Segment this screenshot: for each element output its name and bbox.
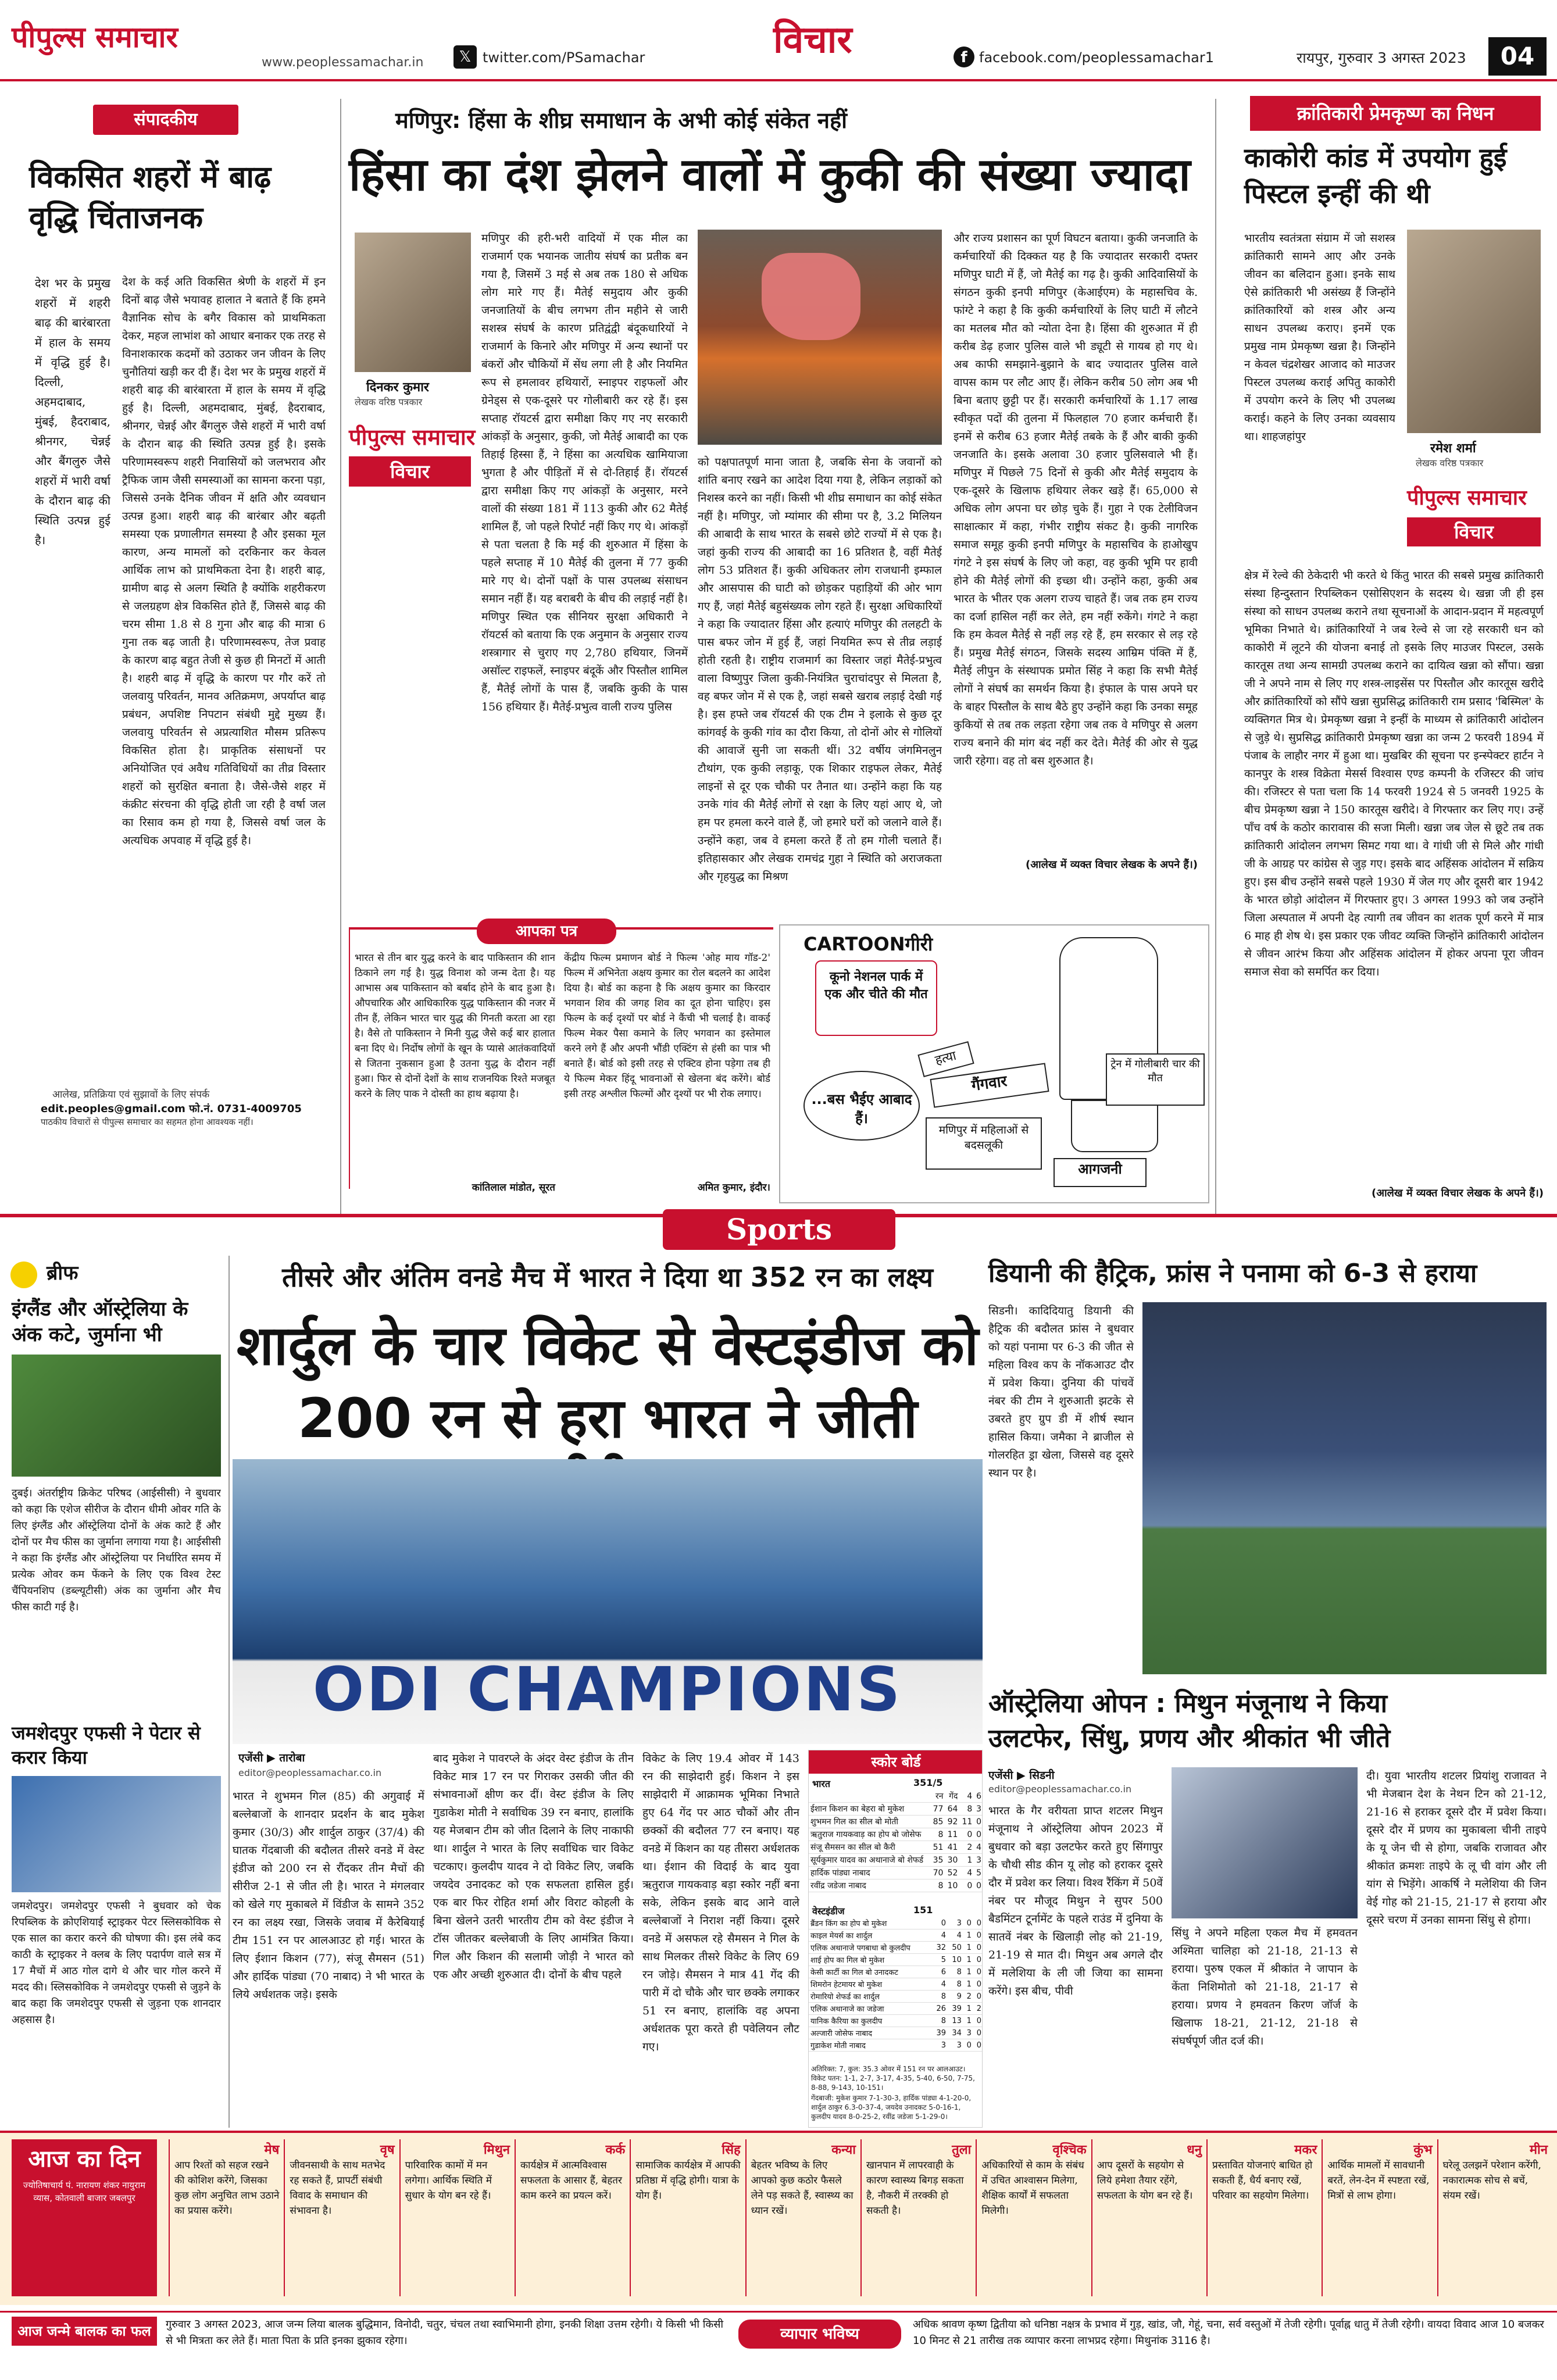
table-cell: रोमारियो शेफर्ड का शार्दुल bbox=[809, 1991, 932, 2003]
table-cell: 1 bbox=[963, 1978, 973, 1991]
table-row bbox=[809, 1966, 983, 1978]
table-cell: 0 bbox=[963, 2039, 973, 2052]
table-cell: 1 bbox=[963, 1954, 973, 1966]
table-cell: 6 bbox=[974, 1790, 983, 1803]
manipur-photo bbox=[698, 230, 942, 445]
table-cell: 50 bbox=[948, 1942, 963, 1954]
rashi-grid bbox=[169, 2139, 1552, 2296]
krantikari-section-tab: विचार bbox=[1407, 517, 1541, 546]
rashi-mesh bbox=[169, 2139, 284, 2296]
table-cell: 10 bbox=[945, 1879, 959, 1892]
table-cell: 9 bbox=[948, 1991, 963, 2003]
table-cell: हार्दिक पांड्या नाबाद bbox=[809, 1867, 931, 1879]
rashi-text: आर्थिक मामलों में सावधानी बरतें, लेन-देन में स्पष्टता रखें, मित्रों से लाभ होगा। bbox=[1327, 2160, 1430, 2202]
table-row bbox=[809, 1917, 983, 1929]
table-cell: 0 bbox=[959, 1879, 974, 1892]
table-cell: संजू सैमसन का सील बो कैरी bbox=[809, 1841, 931, 1854]
table-cell: 0 bbox=[973, 1978, 983, 1991]
table-cell: 0 bbox=[973, 1942, 983, 1954]
table-cell: 3 bbox=[974, 1854, 983, 1867]
scorecard-extras: अतिरिक्त: 7, कुल: 35.3 ओवर में 151 रन पर आलआउट। विकेट पतन: 1-1, 2-7, 3-17, 4-35, 5-40, 6-50, 7-75, 8-88, 9-143, 10-151। bbox=[811, 2065, 975, 2092]
table-cell: 2 bbox=[973, 2003, 983, 2015]
brief-body-1: दुबई। अंतर्राष्ट्रीय क्रिकेट परिषद (आईसीसी) ने बुधवार को कहा कि एशेज सीरीज के दौरान धीमी ओवर गति के लिए इंग्लैंड और ऑस्ट्रेलिया दोनों के अंक काटे हैं और दोनों पर मैच फीस का जुर्माना लगाया गया है। आईसीसी ने कहा कि इंग्लैंड और ऑस्ट्रेलिया पर निर्धारित समय में प्रत्येक ओवर कम फेंकने के लिए एक विश्व टेस्ट चैंपियनशिप (डब्ल्यूटीसी) अंक का जुर्माना और मैच फीस काटी गई है। bbox=[12, 1487, 221, 1613]
rashi-name: तुला bbox=[952, 2143, 972, 2157]
table-cell: 0 bbox=[973, 2015, 983, 2027]
table-cell: 51 bbox=[931, 1841, 945, 1854]
manipur-col3: और राज्य प्रशासन का पूर्ण विघटन बताया। कुकी जनजाति के कर्मचारियों की दिक्कत यह है कि ज्यादातर सरकारी दफ्तर मणिपुर घाटी में हैं, जो मैतेई का गढ़ है। कुकी आदिवासियों के संगठन कुकी इनपी मणिपुर (केआईएम) के महासचिव के. फांग्टे ने कहा है कि कुकी कर्मचारियों के लिए घाटी में लौटने का मतलब मौत को न्योता देना है। हिंसा की शुरुआत में ही करीब डेढ़ हजार पुलिस वाले भी ड्यूटी से गायब हो गए थे। अब काफी समझाने-बुझाने के बाद ज्यादातर पुलिस वाले वापस काम पर लौट आए हैं। लेकिन करीब 50 लोग अब भी बिना बताए छुट्टी पर हैं। सरकारी कर्मचारियों के 1.17 लाख स्वीकृत पदों की तुलना में फिलहाल 70 हजार कर्मचारी हैं। इनमें से करीब 63 हजार मैतेई तबके के हैं और बाकी कुकी जनजाति के। इसके अलावा 30 हजार पुलिसवाले भी हैं। मणिपुर में पिछले 75 दिनों से कुकी और मैतेई समुदाय के एक-दूसरे के खिलाफ हथियार लेकर खड़े हैं। 65,000 से अधिक लोग अपना घर छोड़ चुके हैं। गुहा ने एक टेलीविजन साक्षात्कार में कहा, गंभीर राष्ट्रीय संकट है। कुकी नागरिक समाज समूह कुकी इनपी मणिपुर के महासचिव के हाओखुप गंगटे ने इस संघर्ष के लिए जो कहा, वह कुकी भूमि पर हावी होने की मैतेई लोगों की इच्छा थी। उन्होंने कहा, कुकी अब भारत के भीतर एक अलग राज्य चाहते हैं। जब तक हम राज्य का दर्जा हासिल नहीं कर लेते, हम नहीं रुकेंगे। गंगटे ने कहा कि हम केवल मैतेई से नहीं लड़ रहे हैं, हम सरकार से लड़ रहे हैं। प्रमुख मैतेई संगठन, जिसके सदस्य आम्रिम पंक्ति में हैं, मैतेई लीपुन के संस्थापक प्रमोत सिंह ने कहा कि सभी मैतेई लोगों ने संघर्ष का समर्थन किया है। इंफाल के पास अपने घर के बाहर पिस्तौल के साथ बैठे हुए उन्होंने कहा कि उनका समूह कुकियों से तब तक लड़ता रहेगा जब तक वे मणिपुर से अलग राज्य बनाने की मांग बंद नहीं कर देते। मैतेई की ओर से युद्ध जारी रहेगा। वह तो बस शुरुआत है। bbox=[954, 232, 1198, 767]
editorial-email[interactable]: edit.peoples@gmail.com फो.नं. 0731-4009705 bbox=[41, 1103, 302, 1115]
editorial-note: पाठकीय विचारों से पीपुल्स समाचार का सहमत होना आवश्यक नहीं। bbox=[41, 1117, 253, 1127]
rashi-text: आप रिश्तों को सहज रखने की कोशिश करेंगे, जिसका कुछ लोग अनुचित लाभ उठाने का प्रयास करेंगे। bbox=[174, 2160, 280, 2217]
manipur-footnote: (आलेख में व्यक्त विचार लेखक के अपने हैं।) bbox=[959, 857, 1198, 871]
table-cell: 3 bbox=[932, 2039, 948, 2052]
cricket-headline-2: 200 रन से हरा भारत ने जीती bbox=[297, 1387, 918, 1450]
table-cell: 8 bbox=[948, 1978, 963, 1991]
badminton-col2: सिंधु ने अपने महिला एकल मैच में हमवतन अश्मिता चालिहा को 21-18, 21-13 से हराया। पुरुष एकल में श्रीकांत ने जापान के केंता निशिमोतो को 21-18, 21-17 से हराया। प्रणय ने हमवतन किरण जॉर्ज के खिलाफ 18-21, 21-12, 21-18 से संघर्षपूर्ण जीत दर्ज की। bbox=[1172, 1927, 1358, 2047]
table-cell: 1 bbox=[959, 1854, 974, 1867]
table-cell: 41 bbox=[945, 1841, 959, 1854]
rashi-text: प्रस्तावित योजनाएं बाधित हो सकती हैं, धैर्य बनाए रखें, परिवार का सहयोग मिलेगा। bbox=[1212, 2160, 1313, 2202]
rashi-name: मीन bbox=[1529, 2143, 1548, 2157]
masthead-logo: पीपुल्स समाचार bbox=[12, 20, 178, 54]
badminton-headline-2: उलटफेर, सिंधु, प्रणय और श्रीकांत भी जीते bbox=[988, 1724, 1391, 1753]
table-cell: 64 bbox=[945, 1803, 959, 1816]
table-cell: 0 bbox=[974, 1816, 983, 1828]
rashi-text: आप दूसरों के सहयोग से लिये हमेशा तैयार रहेंगे, सफलता के योग बन रहे हैं। bbox=[1097, 2160, 1193, 2202]
krantikari-author-name: रमेश शर्मा bbox=[1430, 441, 1476, 456]
table-row bbox=[809, 1803, 983, 1816]
brief-headline-2: जमशेदपुर एफसी ने पेटार से करार किया bbox=[12, 1722, 201, 1768]
table-cell: ब्रैंडन किंग का होप बो मुकेश bbox=[809, 1917, 932, 1929]
today-box bbox=[12, 2139, 157, 2296]
brief-photo-1 bbox=[12, 1355, 221, 1477]
table-cell: 3 bbox=[948, 1917, 963, 1929]
brief-dot-icon bbox=[10, 1262, 37, 1288]
table-cell: ईशान किशन का बेहरा बो मुकेश bbox=[809, 1803, 931, 1816]
table-cell: यानिक कैरिया का कुलदीप bbox=[809, 2015, 932, 2027]
table-cell: 0 bbox=[973, 2039, 983, 2052]
rashi-text: कार्यक्षेत्र में आत्मविश्वास सफलता के आसार हैं, बेहतर काम करने का प्रयत्न करें। bbox=[520, 2160, 622, 2202]
table-cell: 5 bbox=[974, 1867, 983, 1879]
scorecard-bowling: गेंदबाजी: मुकेश कुमार 7-1-30-3, हार्दिक पांड्या 4-1-20-0, शार्दुल ठाकुर 6.3-0-37-4, जयदेव उनादकट 5-0-16-1, कुलदीप यादव 8-0-25-2, रवींद्र जडेजा 5-1-29-0। bbox=[811, 2094, 972, 2121]
table-cell: 1 bbox=[963, 2015, 973, 2027]
rashi-text: जीवनसाथी के साथ मतभेद रह सकते हैं, प्रापर्टी संबंधी विवाद के समाधान की संभावना है। bbox=[290, 2160, 385, 2217]
business-text: अधिक श्रावण कृष्ण द्वितीया को धनिष्ठा नक्षत्र के प्रभाव में गुड़, खांड, जौ, गेहूं, चना, सर्व वस्तुओं में तेजी रहेगी। पूर्वाह्न धातु में तेजी रहेगी। वायदा विवाद आज 10 बजकर 10 मिनट से 21 तारीख तक व्यापार करना लाभप्रद रहेगा। मिथुनांक 3116 है। bbox=[913, 2318, 1544, 2347]
krantikari-tab: क्रांतिकारी प्रेमकृष्ण का निधन bbox=[1250, 96, 1541, 131]
krantikari-body: क्षेत्र में रेल्वे की ठेकेदारी भी करते थे किंतु भारत की सबसे प्रमुख क्रांतिकारी संस्था हिन्दुस्तान रिपब्लिकन एसोसिएशन के सदस्य थे। खन्ना जी ही इस संस्था को साधन उपलब्ध कराने तथा सूचनाओं के आदान-प्रदान में महत्वपूर्ण भूमिका निभाते थे। क्रांतिकारियों ने जब रेल्वे से जा रहे सरकारी धन को काकोरी में लूटने की योजना बनाई तो इसके लिए माउजर पिस्टल, उसके कारतूस तथा अन्य सामग्री उपलब्ध कराने का दायित्व खन्ना को सौंपा। खन्ना जी ने अपने नाम से लिए गए शस्त्र-लाइसेंस पर पिस्तौल और कारतूस खरीदे और क्रांतिकारियों को सौंपे खन्ना सुप्रसिद्ध क्रांतिकारी राम प्रसाद 'बिस्मिल' के व्यक्तिगत मित्र थे। प्रेमकृष्ण खन्ना ने इन्हीं के माध्यम से क्रांतिकारी आंदोलन से जुड़े थे। सुप्रसिद्ध क्रांतिकारी प्रेमकृष्ण खन्ना का जन्म 2 फरवरी 1894 में पंजाब के लाहौर नगर में हुआ था। मुखबिर की सूचना पर इन्स्पेक्टर हार्टन ने कानपुर के शस्त्र विक्रेता मेसर्स विश्वास एण्ड कम्पनी के रजिस्टर की जांच की। रजिस्टर से पता चला कि 14 फरवरी 1924 से 5 जनवरी 1925 के बीच प्रेमकृष्ण खन्ना ने 150 कारतूस खरीदे। वे गिरफ्तार कर लिए गए। उन्हें पाँच वर्ष के कठोर कारावास की सजा मिली। खन्ना जब जेल से छूटे तब तक क्रांतिकारी आंदोलन लगभग सिमट गया था। वे गांधी जी से मिले और गांधी जी के आग्रह पर कांग्रेस से जुड़ गए। इसके बाद अहिंसक आंदोलन में सक्रिय हुए। इस बीच उन्होंने सबसे पहले 1930 में जेल गए और दूसरी बार 1942 के भारत छोड़ो आंदोलन में गिरफ्तार हुए। 3 अगस्त 1993 को जब उन्होंने जिला अस्पताल में अपनी देह त्यागी तब जीवन का शतक पूर्ण करने में मात्र 6 माह ही शेष थे। इस प्रकार एक जीवट व्यक्ति जिन्होंने क्रांतिकारी आंदोलन से जीवन आरंभ किया और अहिंसक आंदोलन में होकर अपना पूरा जीवन समाज सेवा को समर्पित कर दिया। bbox=[1244, 569, 1544, 978]
manipur-map-icon bbox=[762, 253, 860, 340]
table-cell: 3 bbox=[974, 1803, 983, 1816]
twitter-icon: 𝕏 bbox=[453, 45, 477, 69]
krantikari-author-photo bbox=[1407, 230, 1541, 433]
cartoon-tag: मणिपुर में महिलाओं से बदसलूकी bbox=[926, 1117, 1042, 1170]
table-cell: 0 bbox=[973, 1917, 983, 1929]
badminton-email[interactable]: editor@peoplessamachar.co.in bbox=[988, 1784, 1132, 1795]
table-cell: गुडाकेश मोती नाबाद bbox=[809, 2039, 932, 2052]
table-cell: 4 bbox=[932, 1978, 948, 1991]
table-cell: 4 bbox=[959, 1790, 974, 1803]
cartoon-sign: कूनो नेशनल पार्क में एक और चीते की मौत bbox=[815, 960, 937, 1036]
website-link[interactable]: www.peoplessamachar.in bbox=[262, 55, 424, 70]
rashi-text: पारिवारिक कामों में मन लगेगा। आर्थिक स्थिति में सुधार के योग बन रहे हैं। bbox=[405, 2160, 492, 2202]
rashi-singh bbox=[630, 2139, 745, 2296]
table-cell: 35 bbox=[931, 1854, 945, 1867]
table-cell: 1 bbox=[963, 1929, 973, 1942]
badminton-agency: एजेंसी ▶ सिडनी bbox=[988, 1769, 1055, 1782]
table-cell: 85 bbox=[931, 1816, 945, 1828]
table-cell: रन bbox=[931, 1790, 945, 1803]
rashi-meen bbox=[1437, 2139, 1552, 2296]
table-cell: 39 bbox=[932, 2027, 948, 2039]
table-cell: 5 bbox=[932, 1954, 948, 1966]
birth-label: आज जन्मे बालक का फल bbox=[12, 2317, 157, 2346]
table-cell: 4 bbox=[974, 1841, 983, 1854]
rashi-vrishchik bbox=[976, 2139, 1091, 2296]
krantikari-author-role: लेखक वरिष्ठ पत्रकार bbox=[1416, 458, 1484, 469]
manipur-col2: को पक्षपातपूर्ण माना जाता है, जबकि सेना के जवानों को शांति बनाए रखने का आदेश दिया गया है, लेकिन लड़ाकों को निशस्त्र करने का नहीं। किसी भी शीघ्र समाधान का कोई संकेत नहीं है। मणिपुर, जो म्यांमार की सीमा पर है, 3.2 मिलियन की आबादी के साथ भारत के सबसे छोटे राज्यों में से एक है। जहां कुकी राज्य की आबादी का 16 प्रतिशत है, वहीं मैतेई लोग 53 प्रतिशत हैं। कुकी अधिकतर लोग राजधानी इम्फाल और आसपास की घाटी को छोड़कर पहाड़ियों की ओर भाग गए हैं, जहां मैतेई बहुसंख्यक लोग रहते हैं। सुरक्षा अधिकारियों ने कहा कि ज्यादातर हिंसा और हत्याएं मणिपुर की तलहटी के पास बफर जोन में हुई हैं, जहां नियमित रूप से तीव्र लड़ाई होती रहती है। राष्ट्रीय राजमार्ग का विस्तार जहां मैतेई-प्रभुत्व वाला विष्णुपुर जिला कुकी-नियंत्रित चुराचांदपुर से मिलता है, वह बफर जोन में से एक है, जहां सबसे खराब लड़ाई देखी गई है। इस हफ्ते जब रॉयटर्स की एक टीम ने इलाके से कुछ दूर कांगवई के कुकी गांव का दौरा किया, तो दोनों ओर से गोलियों की आवाजें सुनी जा सकती थीं। 32 वर्षीय जंगमिनलुन टौथांग, एक कुकी लड़ाकू, एक शिकार राइफल लेकर, मैतेई लाइनों से दूर एक चौकी पर तैनात था। उन्होंने कहा कि यह उनके गांव की मैतेई लोगों से रक्षा के लिए यहां आए थे, जो हम पर हमला करने वाले हैं, जो हमारे घरों को जलाने वाले हैं। उन्होंने कहा, जब वे हमला करते हैं तो हम गोली चलाते हैं। इतिहासकार और लेखक रामचंद्र गुहा ने स्थिति को अराजकता और गृहयुद्ध का मिश्रण bbox=[698, 456, 942, 883]
rashi-name: कुंभ bbox=[1413, 2143, 1433, 2157]
cricket-email[interactable]: editor@peoplessamachar.co.in bbox=[238, 1767, 382, 1778]
table-cell: 0 bbox=[974, 1828, 983, 1841]
section-title: विचार bbox=[773, 19, 852, 62]
table-cell: 26 bbox=[932, 2003, 948, 2015]
cartoon-tag: आगजनी bbox=[1054, 1158, 1147, 1187]
badminton-col3: दी। युवा भारतीय शटलर प्रियांशु राजावत ने भी मेजबान देश के नेथन टिन को 21-12, 21-16 से हराकर दूसरे दौर में प्रवेश किया। दूसरे दौर में प्रणय का मुकाबला चीनी ताइपे के यू जेन ची से होगा, जबकि राजावत और श्रीकांत क्रमशः ताइपे के लू ची वांग और ली यांग से भिड़ेंगे। आकर्षि ने मलेशिया की जिन वेई गोह को 21-15, 21-17 से हराया और दूसरे चरण में उनका सामना सिंधु से होगा। bbox=[1366, 1770, 1547, 1927]
author-photo bbox=[355, 233, 471, 372]
table-cell: सूर्यकुमार यादव का अथानाजे बो शेफर्ड bbox=[809, 1854, 931, 1867]
rashi-text: घरेलू उलझनें परेशान करेंगी, नकारात्मक सोच से बचें, संयम रखें। bbox=[1442, 2160, 1541, 2202]
table-cell: 8 bbox=[931, 1879, 945, 1892]
table-cell: 70 bbox=[931, 1867, 945, 1879]
rashi-name: कर्क bbox=[605, 2143, 626, 2157]
rashi-text: अधिकारियों से काम के संबंध में उचित आश्वासन मिलेगा, शैक्षिक कार्यों में सफलता मिलेगी। bbox=[981, 2160, 1084, 2217]
rashi-text: बेहतर भविष्य के लिए आपको कुछ कठोर फैसले लेने पड़ सकते हैं, स्वास्थ्य का ध्यान रखें। bbox=[751, 2160, 854, 2217]
cricket-col1: भारत ने शुभमन गिल (85) की अगुवाई में बल्लेबाजों के शानदार प्रदर्शन के बाद मुकेश कुमार (30/3) और शार्दुल ठाकुर (37/4) की घातक गेंदबाजी की बदौलत तीसरे वनडे में वेस्ट इंडीज को 200 रन से रौंदकर तीन मैचों की सीरीज 2-1 से जीत ली है। भारत ने मंगलवार को खेले गए मुकाबले में विंडीज के सामने 352 रन का लक्ष्य रखा, जिसके जवाब में कैरेबियाई टीम 151 रन पर आलआउट हो गई। भारत के लिए ईशान किशन (77), संजू सैमसन (51) और हार्दिक पांड्या (70 नाबाद) ने भी भारत के लिये अर्धशतक जड़े। इसके bbox=[233, 1790, 424, 2001]
table-cell: 0 bbox=[973, 1966, 983, 1978]
scorecard-team2-score: 151 bbox=[913, 1904, 933, 1916]
cartoon-bubble: ...बस भैईए आबाद हैं। bbox=[804, 1071, 920, 1141]
table-cell: केसी कार्टी का गिल बो उनादकट bbox=[809, 1966, 932, 1978]
table-row bbox=[809, 2015, 983, 2027]
rashi-tula bbox=[860, 2139, 976, 2296]
rashi-name: मिथुन bbox=[483, 2143, 510, 2157]
letter-1-author: कांतिलाल मांडोत, सूरत bbox=[472, 1182, 555, 1193]
table-cell: 30 bbox=[945, 1854, 959, 1867]
manipur-logo: पीपुल्स समाचार bbox=[349, 424, 476, 450]
table-cell: शिमरोन हेटमायर बो मुकेश bbox=[809, 1978, 932, 1991]
table-cell: 0 bbox=[973, 1929, 983, 1942]
letters-tab: आपका पत्र bbox=[477, 919, 616, 944]
table-row bbox=[809, 1929, 983, 1942]
business-label: व्यापार भविष्य bbox=[738, 2320, 901, 2349]
table-cell: शुभमन गिल का सील बो मोती bbox=[809, 1816, 931, 1828]
editorial-contact-line: आलेख, प्रतिक्रिया एवं सुझावों के लिए संपर्क bbox=[52, 1089, 210, 1100]
table-cell: 8 bbox=[932, 2015, 948, 2027]
table-cell: रवींद्र जडेजा नाबाद bbox=[809, 1879, 931, 1892]
rashi-name: कन्या bbox=[831, 2143, 856, 2157]
table-cell: एलिक अथानाजे का जडेजा bbox=[809, 2003, 932, 2015]
table-cell: 39 bbox=[948, 2003, 963, 2015]
table-row bbox=[809, 2027, 983, 2039]
brief-headline-1: इंग्लैंड और ऑस्ट्रेलिया के अंक कटे, जुर्माना भी bbox=[12, 1298, 188, 1346]
column-divider bbox=[228, 1256, 230, 2128]
table-cell: 4 bbox=[932, 1929, 948, 1942]
table-cell: 1 bbox=[963, 1966, 973, 1978]
table-cell: 6 bbox=[932, 1966, 948, 1978]
badminton-headline-1: ऑस्ट्रेलिया ओपन : मिथुन मंजूनाथ ने किया bbox=[988, 1689, 1388, 1718]
cartoon-title: CARTOONगीरी bbox=[804, 933, 933, 955]
scorecard-title: स्कोर बोर्ड bbox=[809, 1750, 983, 1774]
scorecard-batting-2 bbox=[809, 1917, 983, 2052]
table-row bbox=[809, 1954, 983, 1966]
rashi-mithun bbox=[399, 2139, 515, 2296]
page-number: 04 bbox=[1488, 37, 1547, 76]
table-cell: 10 bbox=[948, 1954, 963, 1966]
letters-border bbox=[349, 927, 350, 1189]
letter-2-author: अमित कुमार, इंदौर। bbox=[697, 1182, 770, 1193]
column-divider bbox=[340, 99, 341, 1215]
rashi-text: सामाजिक कार्यक्षेत्र में आपकी प्रतिष्ठा में वृद्धि होगी। यात्रा के योग हैं। bbox=[635, 2160, 741, 2202]
table-cell: 0 bbox=[973, 1991, 983, 2003]
masthead bbox=[0, 0, 1557, 81]
table-cell: 0 bbox=[973, 1954, 983, 1966]
table-cell: 77 bbox=[931, 1803, 945, 1816]
brief-photo-2 bbox=[12, 1776, 221, 1892]
rashi-kanya bbox=[745, 2139, 860, 2296]
editorial-body: देश के कई अति विकसित श्रेणी के शहरों में इन दिनों बाढ़ जैसे भयावह हालात ने बताते हैं कि हमने वैज्ञानिक सोच के बगैर विकास को प्राथमिकता देकर, महज लाभांश को आधार बनाकर एक तरह से विनाशकारक कदमों को उठाकर जन जीवन के लिए चुनौतियां खड़ी कर दी हैं। देश भर के प्रमुख शहरों में शहरी बाढ़ की बारंबारता में हाल के समय में वृद्धि हुई है। दिल्ली, अहमदाबाद, मुंबई, हैदराबाद, श्रीनगर, चेन्नई और बैंगलुरु जैसे शहरों में भारी वर्षा के दौरान बाढ़ की स्थिति उत्पन्न हुई है। इसके परिणामस्वरूप शहरी निवासियों को जलभराव और ट्रैफिक जाम जैसी समस्याओं का सामना करना पड़ा, जिससे उनके दैनिक जीवन में क्षति और व्यवधान उत्पन्न हुआ। शहरी बाढ़ की बारंबार और बढ़ती समस्या एक प्रणालीगत समस्या है और इसका मूल कारण, अन्य मामलों को दरकिनार कर केवल आर्थिक लाभ को प्राथमिकता देना है। शहरी बाढ़, ग्रामीण बाढ़ से अलग स्थिति है क्योंकि शहरीकरण से जलग्रहण क्षेत्र विकसित होते हैं, जिससे बाढ़ की चरम सीमा 1.8 से 8 गुना और बाढ़ की मात्रा 6 गुना तक बढ़ जाती है। परिणामस्वरूप, तेज प्रवाह के कारण बाढ़ बहुत तेजी से कुछ ही मिनटों में आती है। शहरी बाढ़ में वृद्धि के कारण पर गौर करें तो जलवायु परिवर्तन, मानव अतिक्रमण, अपर्याप्त बाढ़ प्रबंधन, अपशिष्ट निपटान संबंधी मुद्दे मुख्य हैं। जलवायु परिवर्तन से अप्रत्याशित मौसम प्रतिरूप विकसित होता है। प्राकृतिक संसाधनों पर अनियोजित एवं अवैध गतिविधियों का तीव्र विस्तार शहरों को सुरक्षित बनाता है। जैसे-जैसे शहर में कंक्रीट संरचना की वृद्धि होती जा रही है वर्षा जल का रिसाव कम हो गया है, जिससे वर्षा जल के अत्यधिक अपवाह में वृद्धि हुई है। bbox=[122, 276, 326, 847]
table-cell: 8 bbox=[948, 1966, 963, 1978]
table-cell: 4 bbox=[948, 1929, 963, 1942]
today-label: आज का दिन bbox=[28, 2146, 141, 2172]
table-cell: 11 bbox=[959, 1816, 974, 1828]
manipur-kicker: मणिपुर: हिंसा के शीघ्र समाधान के अभी कोई संकेत नहीं bbox=[395, 108, 847, 133]
table-cell: 8 bbox=[932, 1991, 948, 2003]
rashi-text: खानपान में लापरवाही के कारण स्वास्थ्य बिगड़ सकता है, नौकरी में तरक्की हो सकती है। bbox=[866, 2160, 964, 2217]
cricket-photo bbox=[233, 1459, 983, 1744]
cartoon-box bbox=[779, 924, 1209, 1203]
cricket-col2: बाद मुकेश ने पावरप्ले के अंदर वेस्ट इंडीज के तीन विकेट मात्र 17 रन पर गिराकर उसकी जीत की संभावनाओं क्षीण कर दीं। वेस्ट इंडीज के लिए गुडाकेश मोती ने सर्वाधिक 39 रन बनाए, हालांकि यह मेजबान टीम को जीत दिलाने के लिए नाकाफी था। शार्दुल ने भारत के लिए सर्वाधिक चार विकेट चटकाए। कुलदीप यादव ने दो विकेट लिए, जबकि जयदेव उनादकट को एक सफलता हासिल हुई। एक बार फिर रोहित शर्मा और विराट कोहली के बिना खेलने उतरी भारतीय टीम को वेस्ट इंडीज ने टॉस जीतकर बल्लेबाजी के लिए आमंत्रित किया। गिल और किशन की सलामी जोड़ी ने भारत को एक और अच्छी शुरुआत दी। दोनों के बीच पहले bbox=[433, 1752, 634, 1981]
table-cell: 34 bbox=[948, 2027, 963, 2039]
table-cell: 52 bbox=[945, 1867, 959, 1879]
cartoon-tag: हत्या bbox=[917, 1041, 974, 1077]
krantikari-logo: पीपुल्स समाचार bbox=[1407, 486, 1527, 510]
table-cell: 0 bbox=[959, 1828, 974, 1841]
table-cell: शाई होप का गिल बो मुकेश bbox=[809, 1954, 932, 1966]
krantikari-footnote: (आलेख में व्यक्त विचार लेखक के अपने हैं।) bbox=[1372, 1187, 1544, 1199]
letter-2: केंद्रीय फिल्म प्रमाणन बोर्ड ने फिल्म 'ओह माय गॉड-2' फिल्म में अभिनेता अक्षय कुमार का रोल बदलने का आदेश दिया है। बोर्ड का कहना है कि अक्षय कुमार का किरदार भगवान शिव की जगह शिव का दूत होना चाहिए। इस फिल्म के कई दृश्यों पर बोर्ड ने कैंची भी चलाई है। वाकई फिल्म मेकर पैसा कमाने के लिए भगवान का इस्तेमाल करने लगे हैं और अपनी भौंडी एक्टिंग से हंसी का पात्र भी बनाते हैं। बोर्ड को इसी तरह से एक्टिव होना पड़ेगा तब ही ये फिल्म मेकर हिंदू भावनाओं से खेलना बंद करेंगे। बोर्ड इसी तरह अश्लील फिल्मों और दृश्यों पर भी रोक लगाए। bbox=[564, 952, 770, 1100]
cartoon-tag: ट्रेन में गोलीबारी चार की मौत bbox=[1106, 1053, 1205, 1106]
manipur-author-name: दिनकर कुमार bbox=[366, 380, 429, 395]
krantikari-headline: काकोरी कांड में उपयोग हुई पिस्टल इन्हीं की थी bbox=[1244, 142, 1507, 209]
manipur-section-tab: विचार bbox=[349, 456, 471, 487]
brief-body-2: जमशेदपुर। जमशेदपुर एफसी ने बुधवार को चेक रिपब्लिक के क्रोएशियाई स्ट्राइकर पेटर स्लिसकोविक से एक साल का करार करने की घोषणा की। इस लंबे कद काठी के स्ट्राइकर ने क्लब के लिए पदार्पण वाले सत्र में 17 मैचों में आठ गोल दागे थे और चार गोल करने में मदद की। स्लिसकोविक ने जमशेदपुर एफसी से जुड़ने के बाद कहा कि जमशेदपुर एफसी से जुड़ना एक शानदार अहसास है। bbox=[12, 1900, 221, 2026]
table-row bbox=[809, 2039, 983, 2052]
today-text: ज्योतिषाचार्य पं. नारायण शंकर नायुराम व्यास, कोतवाली बाजार जबलपुर bbox=[23, 2180, 146, 2203]
table-cell: 2 bbox=[959, 1841, 974, 1854]
scorecard-team2: वेस्टइंडीज bbox=[812, 1906, 845, 1917]
manipur-headline: हिंसा का दंश झेलने वालों में कुकी की संख्या ज्यादा bbox=[349, 149, 1191, 201]
column-divider bbox=[1215, 99, 1216, 1215]
cricket-headline-1: शार्दुल के चार विकेट से वेस्टइंडीज को bbox=[237, 1314, 979, 1378]
rashi-kumbh bbox=[1322, 2139, 1437, 2296]
rashi-makar bbox=[1206, 2139, 1322, 2296]
sports-banner: Sports bbox=[663, 1209, 895, 1250]
table-cell: 32 bbox=[932, 1942, 948, 1954]
table-cell: 92 bbox=[945, 1816, 959, 1828]
scorecard-batting-1 bbox=[809, 1790, 983, 1892]
rashi-name: मेष bbox=[264, 2143, 280, 2157]
football-headline: डियानी की हैट्रिक, फ्रांस ने पनामा को 6-3 से हराया bbox=[988, 1259, 1477, 1288]
scorecard-team1: भारत bbox=[812, 1778, 831, 1789]
table-row bbox=[809, 1790, 983, 1803]
table-cell: 4 bbox=[959, 1867, 974, 1879]
editorial-tab: संपादकीय bbox=[93, 105, 238, 135]
rashi-vrish bbox=[284, 2139, 399, 2296]
krantikari-intro: भारतीय स्वतंत्रता संग्राम में जो सशस्त्र क्रांतिकारी सामने आए और उनके जीवन का बलिदान हुआ। इनके साथ ऐसे क्रांतिकारी भी असंख्य हैं जिन्होंने क्रांतिकारियों को शस्त्र और अन्य साधन उपलब्ध कराए। इनमें एक प्रमुख नाम प्रेमकृष्ण खन्ना है। जिन्होंने न केवल चंद्रशेखर आजाद को माउजर पिस्टल उपलब्ध कराई अपितु काकोरी में उपयोग करने के लिए भी उपलब्ध कराई। कहने के लिए उनका व्यवसाय था। शाहजहांपुर bbox=[1244, 232, 1395, 443]
table-cell: 3 bbox=[948, 2039, 963, 2052]
table-cell: काइल मेयर्स का शार्दुल bbox=[809, 1929, 932, 1942]
table-cell: 11 bbox=[945, 1828, 959, 1841]
cartoon-figure bbox=[1071, 1100, 1158, 1152]
table-row bbox=[809, 1978, 983, 1991]
cricket-col3: विकेट के लिए 19.4 ओवर में 143 रन की साझेदारी हुई। किशन ने इस साझेदारी में आक्रामक भूमिका निभाते हुए 64 गेंद पर आठ चौकों और तीन छक्कों की बदौलत 77 रन बनाए। यह वनडे में किशन का यह तीसरा अर्धशतक था। ईशान की विदाई के बाद युवा ऋतुराज गायकवाड़ बड़ा स्कोर नहीं बना सके, लेकिन इसके बाद आने वाले बल्लेबाजों ने निराश नहीं किया। दूसरे वनडे में असफल रहे सैमसन ने गिल के साथ मिलकर तीसरे विकेट के लिए 69 रन जोड़े। सैमसन ने मात्र 41 गेंद की पारी में दो चौके और चार छक्के लगाकर 51 रन बनाए, हालांकि वह अपना अर्धशतक पूरा करते ही पवेलियन लौट गए। bbox=[642, 1752, 799, 2053]
badminton-col1: भारत के गैर वरीयता प्राप्त शटलर मिथुन मंजूनाथ ने ऑस्ट्रेलिया ओपन 2023 में बुधवार को बड़ा उलटफेर करते हुए सिंगापुर के चौथी सीड कीन यू लोह को हराकर दूसरे दौर में प्रवेश कर लिया। विश्व रैंकिंग में 50वें नंबर पर मौजूद मिथुन ने सुपर 500 बैडमिंटन टूर्नामेंट के पहले राउंड में दुनिया के सातवें नंबर के खिलाड़ी लोह को 21-19, 21-19 से मात दी। मिथुन अब अगले दौर में मलेशिया के ली जी जिया का सामना करेंगे। इस बीच, पीवी bbox=[988, 1804, 1163, 1997]
table-row bbox=[809, 1942, 983, 1954]
brief-tab: ब्रीफ bbox=[47, 1262, 78, 1285]
rashi-name: सिंह bbox=[722, 2143, 741, 2157]
table-row bbox=[809, 2003, 983, 2015]
table-row bbox=[809, 1879, 983, 1892]
cricket-agency: एजेंसी ▶ तारोबा bbox=[238, 1752, 305, 1764]
football-body: सिडनी। कादिदियातु डियानी की हैट्रिक की बदौलत फ्रांस ने बुधवार को यहां पनामा पर 6-3 की जीत से महिला विश्व कप के नॉकआउट दौर में प्रवेश किया। दुनिया की पांचवें नंबर की टीम ने शुरुआती झटके से उबरते हुए ग्रुप डी में शीर्ष स्थान हासिल किया। जमैका ने ब्राजील से गोलरहित ड्रा खेला, जिससे वह दूसरे स्थान पर है। bbox=[988, 1305, 1134, 1480]
table-cell: 8 bbox=[959, 1803, 974, 1816]
manipur-col1: मणिपुर की हरी-भरी वादियों में एक मील का राजमार्ग एक भयानक जातीय संघर्ष का प्रतीक बन गया है, जिसमें 3 मई से अब तक 180 से अधिक लोग मारे गए हैं। मैतेई समुदाय और कुकी जनजातियों के बीच लगभग तीन महीने से जारी सशस्त्र संघर्ष के कारण प्रतिद्वंद्वी बंदूकधारियों ने राजमार्ग के किनारे और मणिपुर में अन्य स्थानों पर बंकरों और चौकियों में सेंध लगा ली है और नियमित रूप से हमलावर हथियारों, स्नाइपर राइफलों और ग्रेनेड्स से एक-दूसरे पर गोलीबारी कर रहे हैं। इस सप्ताह रॉयटर्स द्वारा समीक्षा किए गए नए सरकारी आंकड़ों के अनुसार, कुकी, जो मैतेई आबादी का एक तिहाई हिस्सा हैं, ने हिंसा का अत्यधिक खामियाजा भुगता है और पीड़ितों में से दो-तिहाई हैं। रॉयटर्स द्वारा समीक्षा किए गए आंकड़ों के अनुसार, मरने वालों की संख्या 181 में 113 कुकी और 62 मैतेई शामिल हैं, जो पहले रिपोर्ट नहीं किए गए थे। आंकड़ों से पता चलता है कि मई की शुरुआत में हिंसा के पहले सप्ताह में 10 मैतेई की तुलना में 77 कुकी मारे गए थे। दोनों पक्षों के पास उपलब्ध संसाधन समान नहीं हैं। यह बराबरी के बीच की लड़ाई नहीं है। मणिपुर स्थित एक सीनियर सुरक्षा अधिकारी ने रॉयटर्स को बताया कि एक अनुमान के अनुसार राज्य शस्त्रागार से चुराए गए 2,780 हथियार, जिनमें असॉल्ट राइफलें, स्नाइपर बंदूकें और पिस्तौल शामिल हैं, मैतेई लोगों के पास हैं, जबकि कुकी के पास 156 हथियार हैं। मैतेई-प्रभुत्व वाली राज्य पुलिस bbox=[481, 232, 688, 713]
dateline: रायपुर, गुरुवार 3 अगस्त 2023 bbox=[1297, 49, 1466, 66]
table-cell: 0 bbox=[973, 2027, 983, 2039]
twitter-link[interactable]: twitter.com/PSamachar bbox=[483, 49, 645, 66]
letter-1: भारत से तीन बार युद्ध करने के बाद पाकिस्तान की शान ठिकाने लग गई है। युद्ध विनाश को जन्म देता है। यह आभास अब पाकिस्तान को बर्बाद होने के बाद हुआ है। औपचारिक और आधिकारिक युद्ध पाकिस्तान की नजर में तीन हैं, लेकिन भारत चार युद्ध की गिनती करता आ रहा है। वैसे तो पाकिस्तान ने मिनी युद्ध जैसे कई बार हालात बना दिए थे। निर्दोष लोगों के खून के प्यासे आतंकवादियों से जितना नुकसान हुआ है उतना युद्ध के दौरान नहीं हुआ। फिर से दोनों देशों के साथ राजनयिक रिश्ते मजबूत करने के लिए पाक ने दोस्ती का हाथ बढ़ाया है। bbox=[355, 952, 555, 1100]
scorecard bbox=[808, 1750, 983, 2128]
rashi-name: वृश्चिक bbox=[1052, 2143, 1087, 2157]
rashi-name: मकर bbox=[1294, 2143, 1317, 2157]
cricket-kicker: तीसरे और अंतिम वनडे मैच में भारत ने दिया था 352 रन का लक्ष्य bbox=[282, 1262, 933, 1293]
facebook-icon: f bbox=[954, 47, 974, 67]
odi-champions-banner: ODI CHAMPIONS bbox=[312, 1654, 903, 1725]
rashi-name: धनु bbox=[1187, 2143, 1202, 2157]
birth-text: गुरुवार 3 अगस्त 2023, आज जन्म लिया बालक बुद्धिमान, विनोदी, चतुर, चंचल तथा स्वाभिमानी होगा, इनकी शिक्षा उत्तम रहेगी। ये किसी भी किसी से भी मित्रता कर लेते हैं। माता पिता के प्रति इनका झुकाव रहेगा। bbox=[166, 2318, 724, 2347]
table-cell bbox=[809, 1790, 931, 1803]
table-cell: 0 bbox=[963, 1917, 973, 1929]
table-row bbox=[809, 1991, 983, 2003]
table-cell: ऋतुराज गायकवाड़ का होप बो जोसेफ bbox=[809, 1828, 931, 1841]
table-cell: 8 bbox=[931, 1828, 945, 1841]
table-cell: 2 bbox=[963, 1991, 973, 2003]
table-row bbox=[809, 1867, 983, 1879]
table-cell: गेंद bbox=[945, 1790, 959, 1803]
manipur-author-role: लेखक वरिष्ठ पत्रकार bbox=[355, 396, 423, 408]
table-cell: अल्जारी जोसेफ नाबाद bbox=[809, 2027, 932, 2039]
table-row bbox=[809, 1841, 983, 1854]
table-cell: 3 bbox=[963, 2027, 973, 2039]
rashi-kark bbox=[515, 2139, 630, 2296]
table-row bbox=[809, 1816, 983, 1828]
table-cell: 13 bbox=[948, 2015, 963, 2027]
facebook-link[interactable]: facebook.com/peoplessamachar1 bbox=[979, 49, 1214, 66]
table-cell: 1 bbox=[963, 1942, 973, 1954]
table-cell: 1 bbox=[963, 2003, 973, 2015]
badminton-photo bbox=[1172, 1767, 1358, 1918]
table-row bbox=[809, 1828, 983, 1841]
football-photo bbox=[1142, 1302, 1547, 1674]
cartoon-tag: गैंगवार bbox=[930, 1063, 1049, 1107]
scorecard-team1-score: 351/5 bbox=[913, 1777, 943, 1788]
table-cell: एलिक अथानाजे पगबाधा बो कुलदीप bbox=[809, 1942, 932, 1954]
table-cell: 0 bbox=[974, 1879, 983, 1892]
table-cell: 0 bbox=[932, 1917, 948, 1929]
rashi-name: वृष bbox=[380, 2143, 395, 2157]
editorial-pullquote: देश भर के प्रमुख शहरों में शहरी बाढ़ की बारंबारता में हाल के समय में वृद्धि हुई है। दिल्ली, अहमदाबाद, मुंबई, हैदराबाद, श्रीनगर, चेन्नई और बैंगलुरु जैसे शहरों में भारी वर्षा के दौरान बाढ़ की स्थिति उत्पन्न हुई है। bbox=[35, 276, 110, 547]
editorial-headline: विकसित शहरों में बाढ़ वृद्धि चिंताजनक bbox=[29, 160, 272, 235]
rashi-dhanu bbox=[1091, 2139, 1206, 2296]
table-row bbox=[809, 1854, 983, 1867]
